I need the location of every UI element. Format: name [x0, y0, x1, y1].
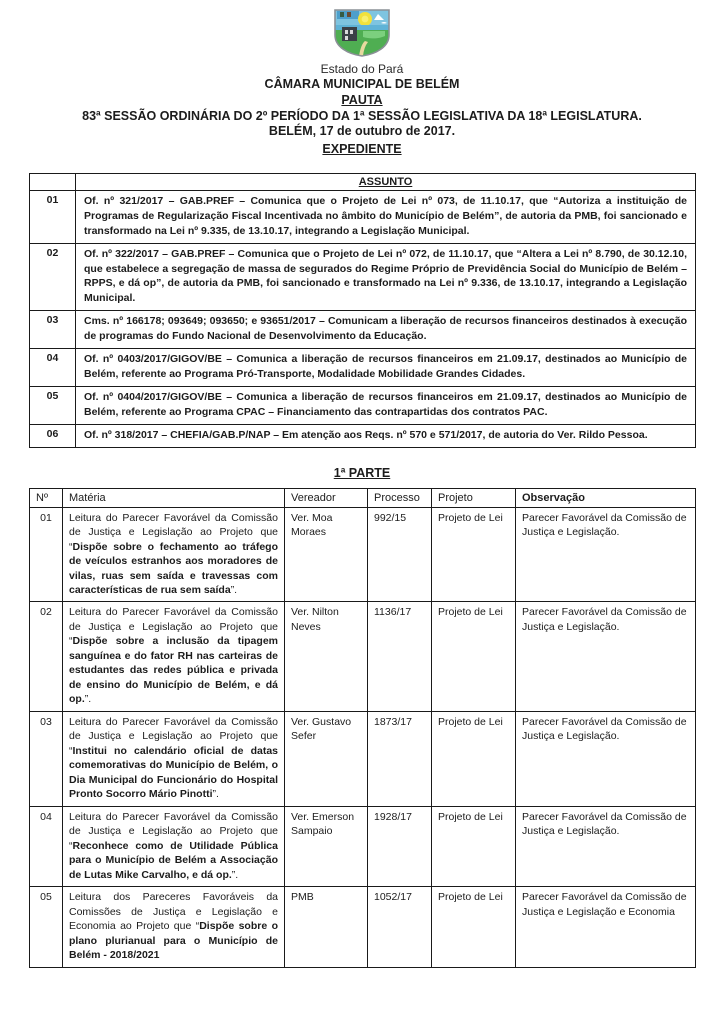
- table-row: [30, 349, 696, 387]
- projeto-cell: Projeto de Lei: [432, 507, 516, 602]
- table-row: [30, 711, 696, 806]
- materia-suffix: ”.: [212, 788, 219, 801]
- vereador-cell: Ver. Nilton Neves: [285, 602, 368, 711]
- parte1-title: 1ª PARTE: [333, 465, 391, 480]
- row-number-cell: 02: [30, 243, 76, 311]
- col-header-projeto: Projeto: [432, 488, 516, 507]
- observacao-cell: Parecer Favorável da Comissão de Justiça e Legislação.: [516, 602, 696, 711]
- row-number-cell: 06: [30, 424, 76, 447]
- doc-title: PAUTA: [341, 92, 383, 107]
- assunto-header-cell: [76, 173, 696, 190]
- col-header-num: Nº: [30, 488, 63, 507]
- processo-cell: 1052/17: [368, 887, 432, 967]
- observacao-cell: Parecer Favorável da Comissão de Justiça e Legislação.: [516, 711, 696, 806]
- table-row: [30, 386, 696, 424]
- processo-cell: 1136/17: [368, 602, 432, 711]
- materia-suffix: ”.: [84, 693, 92, 706]
- row-number-cell: 05: [30, 386, 76, 424]
- row-number-cell: 01: [30, 190, 76, 243]
- row-number-cell: 03: [30, 311, 76, 349]
- row-subject-cell: Cms. nº 166178; 093649; 093650; e 93651/2017 – Comunicam a liberação de recursos financeiros destinados à execução de programas do Fundo Nacional de Desenvolvimento da Educação.: [76, 311, 696, 349]
- materia-prefix: Leitura do Parecer Favorável da Comissão de Justiça e Legislação ao Projeto que “: [69, 810, 278, 852]
- row-subject-cell: Of. nº 322/2017 – GAB.PREF – Comunica que o Projeto de Lei nº 072, de 11.10.17, que “Altera a Lei nº 8.790, de 30.12.10, que estabelece a segregação de massa de segurados do Regime Próprio de Previdência Social do Município de Belém – RPPS, e dá op”, de autoria da PMB, foi sancionado e transformado na Lei nº 9.336, de 13.10.17, integrando a Legislação Municipal.: [76, 243, 696, 311]
- vereador-cell: Ver. Emerson Sampaio: [285, 806, 368, 886]
- materia-cell: [63, 806, 285, 886]
- materia-suffix: ”.: [231, 868, 239, 881]
- materia-quoted-title: Institui no calendário oficial de datas comemorativas do Município de Belém, o Dia Municipal do Funcionário do Hospital Pronto Socorro Mário Pinotti: [69, 744, 278, 801]
- materia-quoted-title: Dispõe sobre a inclusão da tipagem sanguínea e do fator RH nas carteiras de estudantes das redes pública e privada de ensino do Município de Belém, e dá op.: [69, 635, 278, 706]
- materia-cell: [63, 711, 285, 806]
- table-row: [30, 507, 696, 602]
- table-row: [30, 243, 696, 311]
- vereador-cell: PMB: [285, 887, 368, 967]
- row-subject-cell: Of. nº 321/2017 – GAB.PREF – Comunica que o Projeto de Lei nº 073, de 11.10.17, que “Autoriza a instituição de Programas de Regularização Fiscal Incentivada no âmbito do Município de Belém”, de autoria da PMB, foi sancionado e transformado na Lei nº 9.335, de 13.10.17, integrando a Legislação Municipal.: [76, 190, 696, 243]
- processo-cell: 1928/17: [368, 806, 432, 886]
- materia-cell: [63, 887, 285, 967]
- row-number-cell: 04: [30, 806, 63, 886]
- observacao-cell: Parecer Favorável da Comissão de Justiça e Legislação.: [516, 806, 696, 886]
- processo-cell: 1873/17: [368, 711, 432, 806]
- assunto-header-label: ASSUNTO: [358, 175, 413, 188]
- processo-cell: 992/15: [368, 507, 432, 602]
- projeto-cell: Projeto de Lei: [432, 602, 516, 711]
- row-subject-cell: Of. nº 0403/2017/GIGOV/BE – Comunica a liberação de recursos financeiros em 21.09.17, destinados ao Município de Belém, referente ao Programa Pró-Transporte, Modalidade Mobilidade Grandes Cidades.: [76, 349, 696, 387]
- session-line: 83ª SESSÃO ORDINÁRIA DO 2º PERÍODO DA 1ª SESSÃO LEGISLATIVA DA 18ª LEGISLATURA.: [82, 109, 642, 124]
- materia-prefix: Leitura do Parecer Favorável da Comissão de Justiça e Legislação ao Projeto que “: [69, 511, 278, 553]
- materia-quoted-title: Reconhece como de Utilidade Pública para o Município de Belém a Associação de Lutas Mike Carvalho, e dá op.: [69, 839, 278, 881]
- expediente-table: [29, 173, 696, 448]
- materia-prefix: Leitura dos Pareceres Favoráveis da Comissões de Justiça e Legislação e Economia ao Projeto que “: [69, 891, 278, 933]
- place-date-line: BELÉM, 17 de outubro de 2017.: [268, 124, 456, 139]
- projeto-cell: Projeto de Lei: [432, 806, 516, 886]
- row-number-cell: 03: [30, 711, 63, 806]
- col-header-materia: Matéria: [63, 488, 285, 507]
- table-row: [30, 806, 696, 886]
- table-row: [30, 887, 696, 967]
- row-number-cell: 04: [30, 349, 76, 387]
- materia-cell: [63, 602, 285, 711]
- table-row: [30, 311, 696, 349]
- observacao-cell: Parecer Favorável da Comissão de Justiça e Legislação e Economia: [516, 887, 696, 967]
- col-header-observacao: Observação: [516, 488, 696, 507]
- materia-prefix: Leitura do Parecer Favorável da Comissão de Justiça e Legislação ao Projeto que “: [69, 606, 278, 648]
- section-title: EXPEDIENTE: [322, 141, 402, 156]
- table-row: [30, 424, 696, 447]
- materia-quoted-title: Dispõe sobre o fechamento ao tráfego de veículos estranhos aos moradores de vilas, ruas sem saída e travessas com características de rua sem saída: [69, 540, 278, 596]
- vereador-cell: Ver. Moa Moraes: [285, 507, 368, 602]
- table-row: [30, 602, 696, 711]
- row-subject-cell: Of. nº 318/2017 – CHEFIA/GAB.P/NAP – Em atenção aos Reqs. nº 570 e 571/2017, de autoria do Ver. Rildo Pessoa.: [76, 424, 696, 447]
- materia-quoted-title: Dispõe sobre o plano plurianual para o Município de Belém - 2018/2021: [69, 920, 278, 962]
- table-row: [30, 190, 696, 243]
- table-header-row: [30, 173, 696, 190]
- document-header: [29, 8, 695, 157]
- parte1-table: [29, 488, 696, 968]
- row-number-cell: 01: [30, 507, 63, 602]
- projeto-cell: Projeto de Lei: [432, 711, 516, 806]
- vereador-cell: Ver. Gustavo Sefer: [285, 711, 368, 806]
- empty-header-cell: [30, 173, 76, 190]
- coat-of-arms-icon: [29, 8, 695, 60]
- row-number-cell: 02: [30, 602, 63, 711]
- chamber-name: CÂMARA MUNICIPAL DE BELÉM: [264, 76, 460, 91]
- materia-suffix: ”.: [230, 583, 238, 596]
- row-subject-cell: Of. nº 0404/2017/GIGOV/BE – Comunica a liberação de recursos financeiros em 21.09.17, destinados ao Município de Belém, referente ao Programa CPAC – Financiamento das contrapartidas dos contratos PAC.: [76, 386, 696, 424]
- col-header-processo: Processo: [368, 488, 432, 507]
- projeto-cell: Projeto de Lei: [432, 887, 516, 967]
- materia-cell: [63, 507, 285, 602]
- materia-prefix: Leitura do Parecer Favorável da Comissão de Justiça e Legislação ao Projeto que “: [69, 715, 278, 757]
- col-header-vereador: Vereador: [285, 488, 368, 507]
- table-header-row: [30, 488, 696, 507]
- observacao-cell: Parecer Favorável da Comissão de Justiça e Legislação.: [516, 507, 696, 602]
- row-number-cell: 05: [30, 887, 63, 967]
- state-name: Estado do Pará: [320, 62, 404, 76]
